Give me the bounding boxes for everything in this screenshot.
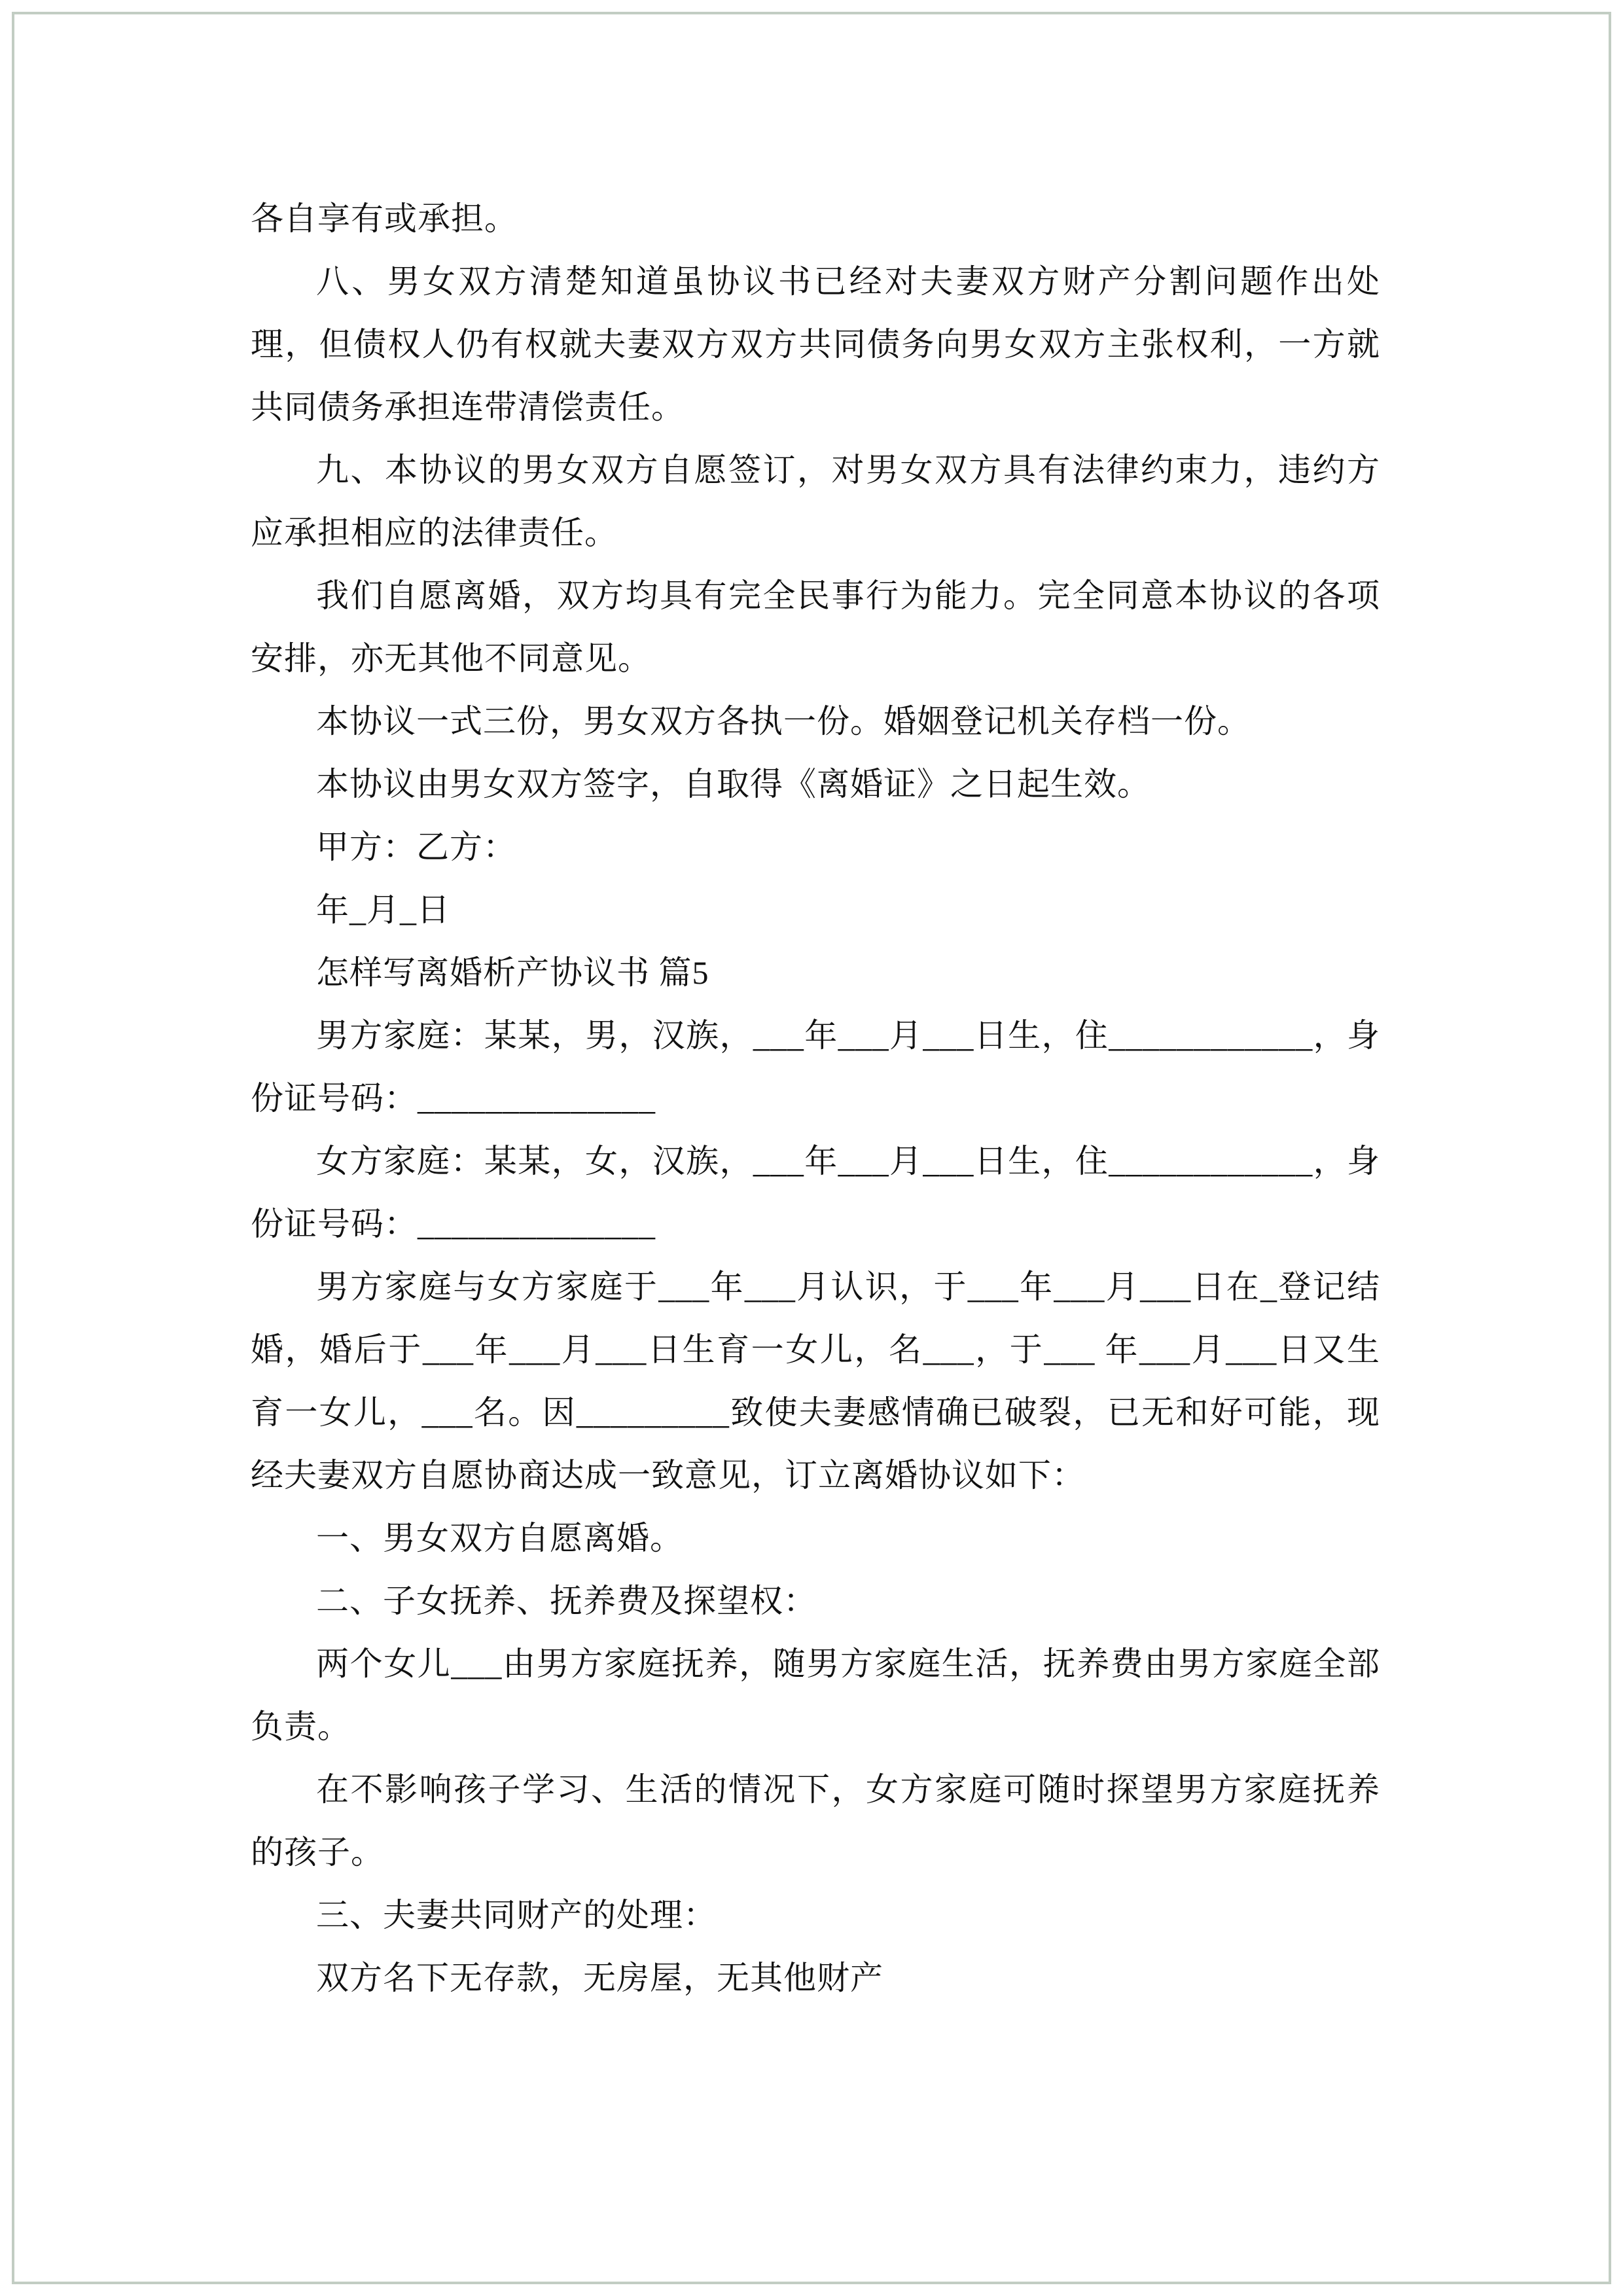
paragraph: 两个女儿___由男方家庭抚养，随男方家庭生活，抚养费由男方家庭全部负责。 — [251, 1645, 1380, 1745]
paragraph: 男方家庭：某某，男，汉族，___年___月___日生，住____________，身份证号码：______________ — [251, 1017, 1380, 1117]
paragraph: 九、本协议的男女双方自愿签订，对男女双方具有法律约束力，违约方应承担相应的法律责任。 — [251, 452, 1380, 551]
paragraph: 一、男女双方自愿离婚。 — [316, 1520, 683, 1556]
paragraph: 甲方：乙方： — [316, 829, 516, 865]
paragraph: 各自享有或承担。 — [251, 200, 518, 237]
document-body — [251, 187, 1380, 2009]
paragraph: 二、子女抚养、抚养费及探望权： — [316, 1583, 817, 1619]
paragraph: 男方家庭与女方家庭于___年___月认识，于___年___月___日在_登记结婚，婚后于___年___月___日生育一女儿，名___，于___ 年___月___日又生育一女儿，___名。因_________致使夫妻感情确已破裂，已无和好可能，现经夫妻双方自愿协商达成一致意见，订立离婚协议如下： — [251, 1268, 1380, 1494]
paragraph: 在不影响孩子学习、生活的情况下，女方家庭可随时探望男方家庭抚养的孩子。 — [251, 1771, 1380, 1871]
paragraph: 年_月_日 — [316, 891, 450, 928]
paragraph: 三、夫妻共同财产的处理： — [316, 1897, 717, 1933]
paragraph: 双方名下无存款，无房屋，无其他财产 — [316, 1960, 883, 1996]
paragraph: 女方家庭：某某，女，汉族，___年___月___日生，住____________，身份证号码：______________ — [251, 1143, 1380, 1242]
paragraph: 八、男女双方清楚知道虽协议书已经对夫妻双方财产分割问题作出处理，但债权人仍有权就夫妻双方双方共同债务向男女双方主张权利，一方就共同债务承担连带清偿责任。 — [251, 263, 1380, 425]
paragraph: 我们自愿离婚，双方均具有完全民事行为能力。完全同意本协议的各项安排，亦无其他不同意见。 — [251, 577, 1380, 677]
paragraph: 怎样写离婚析产协议书 篇5 — [316, 954, 709, 991]
paragraph: 本协议一式三份，男女双方各执一份。婚姻登记机关存档一份。 — [316, 703, 1251, 740]
paragraph: 本协议由男女双方签字，自取得《离婚证》之日起生效。 — [316, 766, 1150, 802]
